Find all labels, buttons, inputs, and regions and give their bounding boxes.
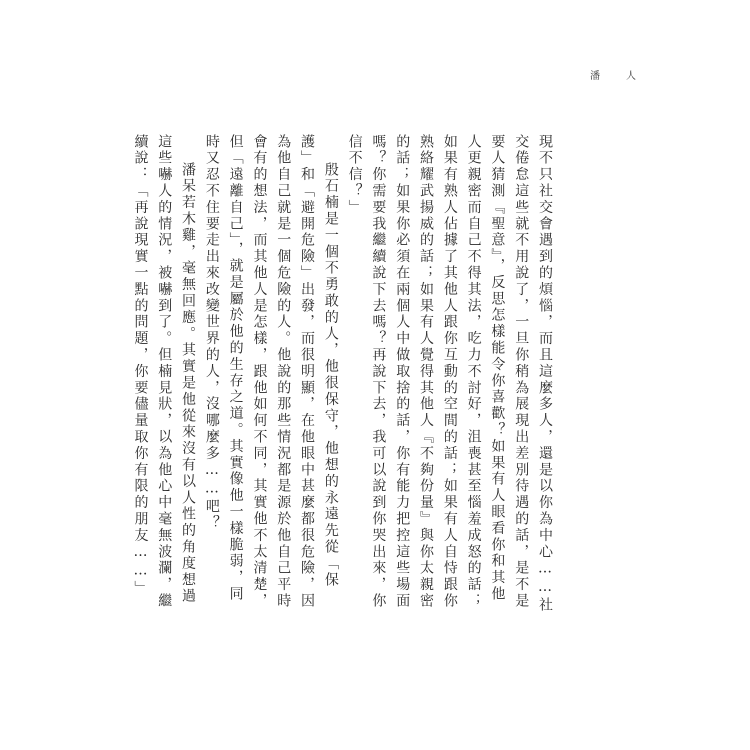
paragraph-2: 殷石楠是一個不勇敢的人，他很保守，他想的永遠先從「保護」和「避開危險」出發，而很明顯，在他眼中甚麼都很危險，因為他自己就是一個危險的人。他說的那些情況都是源於他自己平時會有的想法，而其他人是怎樣，跟他如何不同，其實他不太清楚，但「遠離自己」，就是屬於他的生存之道。其實像他一樣脆弱，同時又忍不住要走出來改變世界的人，沒哪麼多……吧？ <box>203 134 339 610</box>
body-text <box>132 134 556 614</box>
paragraph-3: 潘呆若木雞，毫無回應。其實是他從來沒有以人性的角度想過這些嚇人的情況，被嚇到了。但楠見狀，以為他心中毫無波瀾，繼續說：「再說現實一點的問題，你要儘量取你有限的朋友……」 <box>132 134 197 610</box>
running-head: 潘 人 <box>590 71 644 82</box>
paragraph-1: 現不只社交會遇到的煩惱，而且這麼多人，還是以你為中心……社交倦怠這些就不用說了，一旦你稍為展現出差別待遇的話，是不是要人猜測『聖意』，反思怎樣能令你喜歡？如果有人眼看你和其他人更親密而自己不得其法，吃力不討好，沮喪甚至惱羞成怒的話；如果有熟人佔據了其他人跟你互動的空間的話；如果有人自恃跟你熟絡耀武揚威的話；如果有人覺得其他人『不夠份量』與你太親密的話；如果你必須在兩個人中做取捨的話，你有能力把控這些場面嗎？你需要我繼續說下去嗎？再說下去，我可以說到你哭出來，你信不信？」 <box>346 134 553 614</box>
